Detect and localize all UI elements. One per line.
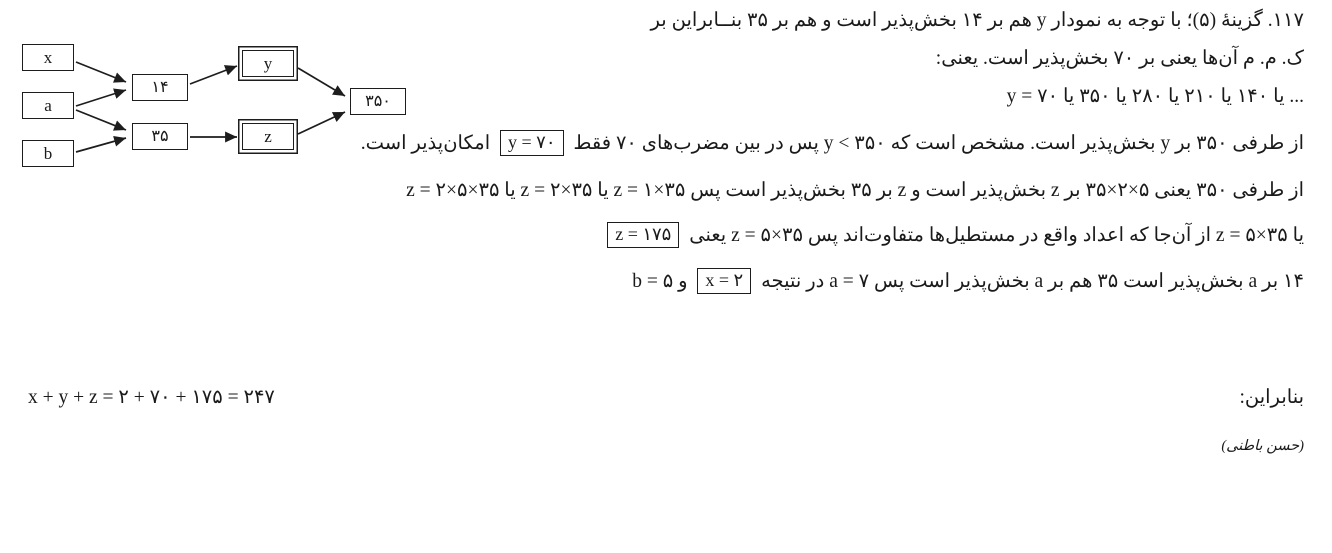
diagram-node-a [22, 92, 74, 119]
solution-line-7 [632, 268, 1304, 295]
line6-text-a: یا ۳۵×۵ = z از آن‌جا که اعداد واقع در مستطیل‌ها متفاوت‌اند پس ۳۵×۵ = z یعنی [689, 225, 1304, 246]
node-label: ۱۴ [151, 78, 169, 96]
node-label: a [44, 96, 52, 115]
diagram-node-35 [132, 123, 188, 150]
boxed-result-z: z = ۱۷۵ [607, 222, 679, 248]
line4-text-b: امکان‌پذیر است. [360, 133, 491, 154]
node-label: z [264, 127, 272, 146]
diagram-node-z [242, 123, 294, 150]
node-label: y [263, 54, 273, 73]
conclusion-label: بنابراین: [1239, 387, 1304, 408]
line7-text-b: و ۵ = b [632, 271, 688, 292]
line4-text-a: از طرفی ۳۵۰ بر y بخش‌پذیر است. مشخص است که ۳۵۰ > y پس در بین مضرب‌های ۷۰ فقط [573, 133, 1304, 154]
diagram-node-x [22, 44, 74, 71]
solution-line-3: y = ۷۰ یا ۱۴۰ یا ۲۱۰ یا ۲۸۰ یا ۳۵۰ یا ... [1006, 86, 1304, 107]
diagram-node-y [242, 50, 294, 77]
diagram-node-b [22, 140, 74, 167]
node-label: ۳۵ [151, 127, 169, 145]
solution-line-4 [361, 130, 1304, 157]
solution-line-1: ۱۱۷. گزینۀ (۵)؛ با توجه به نمودار y هم بر ۱۴ بخش‌پذیر است و هم بر ۳۵ بنــابراین بر [650, 10, 1304, 31]
node-label: b [43, 144, 53, 163]
solution-line-5: از طرفی ۳۵۰ یعنی ۵×۲×۳۵ بر z بخش‌پذیر است و z بر ۳۵ بخش‌پذیر است پس ۳۵×۱ = z یا ۳۵×۲ = z یا ۳۵×۵×۲ = z [406, 180, 1304, 201]
line7-text-a: ۱۴ بر a بخش‌پذیر است ۳۵ هم بر a بخش‌پذیر است پس ۷ = a در نتیجه [761, 271, 1304, 292]
author-signature: (حسن باطنی) [1221, 438, 1304, 454]
solution-line-2: ک. م. م آن‌ها یعنی بر ۷۰ بخش‌پذیر است. یعنی: [935, 48, 1304, 69]
diagram-node-14 [132, 74, 188, 101]
boxed-result-x: x = ۲ [697, 268, 751, 294]
node-label: ۳۵۰ [365, 92, 391, 110]
node-label: x [43, 48, 53, 67]
final-equation: x + y + z = ۲ + ۷۰ + ۱۷۵ = ۲۴۷ [28, 387, 275, 408]
flow-diagram [10, 30, 440, 190]
diagram-node-350 [350, 88, 406, 115]
boxed-result-y: y = ۷۰ [500, 130, 564, 156]
solution-line-6 [602, 222, 1304, 249]
